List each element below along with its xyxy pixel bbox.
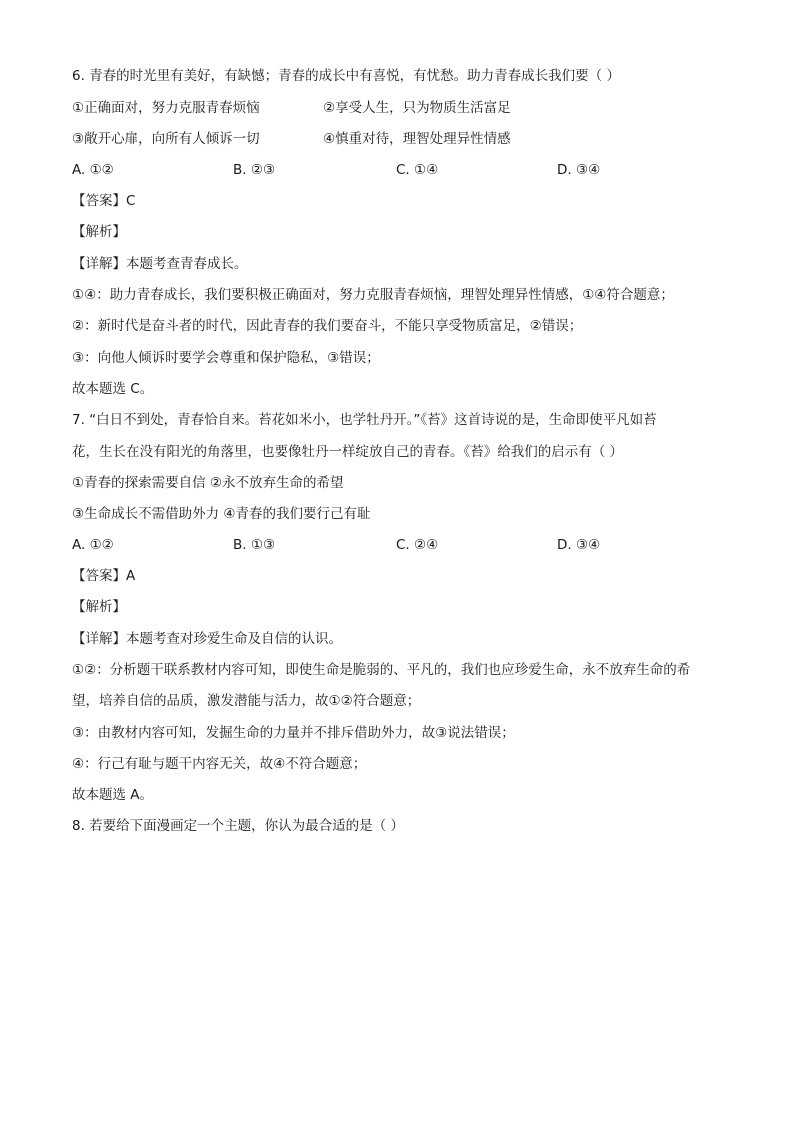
q7-choice-c: C. ②④ (396, 537, 439, 553)
q7-explanation-3: ④：行己有耻与题干内容无关，故④不符合题意； (72, 756, 367, 772)
q8-stem: 8. 若要给下面漫画定一个主题，你认为最合适的是（ ） (72, 818, 404, 834)
q7-explanation-1-line-2: 望，培养自信的品质，激发潜能与活力，故①②符合题意； (72, 693, 421, 709)
q6-analysis-label: 【解析】 (72, 224, 126, 240)
q6-explanation-3: ③：向他人倾诉时要学会尊重和保护隐私，③错误； (72, 350, 380, 366)
q6-choice-b: B. ②③ (233, 162, 276, 178)
q7-options-line-1: ①青春的探索需要自信 ②永不放弃生命的希望 (72, 475, 344, 491)
q6-explanation-1: ①④：助力青春成长，我们要积极正确面对，努力克服青春烦恼，理智处理异性情感，①④符合题意； (72, 287, 674, 303)
q6-choice-d: D. ③④ (557, 162, 601, 178)
q6-detail: 【详解】本题考查青春成长。 (72, 256, 248, 272)
q7-explanation-1-line-1: ①②：分析题干联系教材内容可知，即使生命是脆弱的、平凡的，我们也应珍爱生命，永不放弃生命的希 (72, 662, 691, 678)
q7-choice-d: D. ③④ (557, 537, 601, 553)
q6-option-4: ④慎重对待，理智处理异性情感 (323, 131, 511, 147)
q7-analysis-label: 【解析】 (72, 599, 126, 615)
q7-choice-b: B. ①③ (233, 537, 276, 553)
q7-answer: 【答案】A (72, 568, 136, 584)
q7-stem-line-2: 花，生长在没有阳光的角落里，也要像牡丹一样绽放自己的青春。《苔》给我们的启示有（ ） (72, 444, 624, 460)
q6-choice-c: C. ①④ (396, 162, 439, 178)
q7-options-line-2: ③生命成长不需借助外力 ④青春的我们要行己有耻 (72, 506, 371, 522)
q6-answer: 【答案】C (72, 193, 136, 209)
q6-option-1: ①正确面对，努力克服青春烦恼 (72, 100, 260, 116)
q6-stem: 6. 青春的时光里有美好，有缺憾；青春的成长中有喜悦，有忧愁。助力青春成长我们要（ ） (72, 68, 620, 84)
q7-explanation-2: ③：由教材内容可知，发掘生命的力量并不排斥借助外力，故③说法错误； (72, 725, 515, 741)
q6-explanation-2: ②：新时代是奋斗者的时代，因此青春的我们要奋斗，不能只享受物质富足，②错误； (72, 318, 583, 334)
q7-stem-line-1: 7. “白日不到处，青春恰自来。苔花如米小，也学牡丹开。”《苔》这首诗说的是，生命即使平凡如苔 (72, 412, 657, 428)
q6-option-2: ②享受人生，只为物质生活富足 (323, 100, 511, 116)
q6-conclusion: 故本题选 C。 (72, 381, 154, 397)
q6-option-3: ③敞开心扉，向所有人倾诉一切 (72, 131, 260, 147)
q7-choice-a: A. ①② (72, 537, 114, 553)
q7-conclusion: 故本题选 A。 (72, 787, 154, 803)
q7-detail: 【详解】本题考查对珍爱生命及自信的认识。 (72, 631, 342, 647)
q6-choice-a: A. ①② (72, 162, 114, 178)
